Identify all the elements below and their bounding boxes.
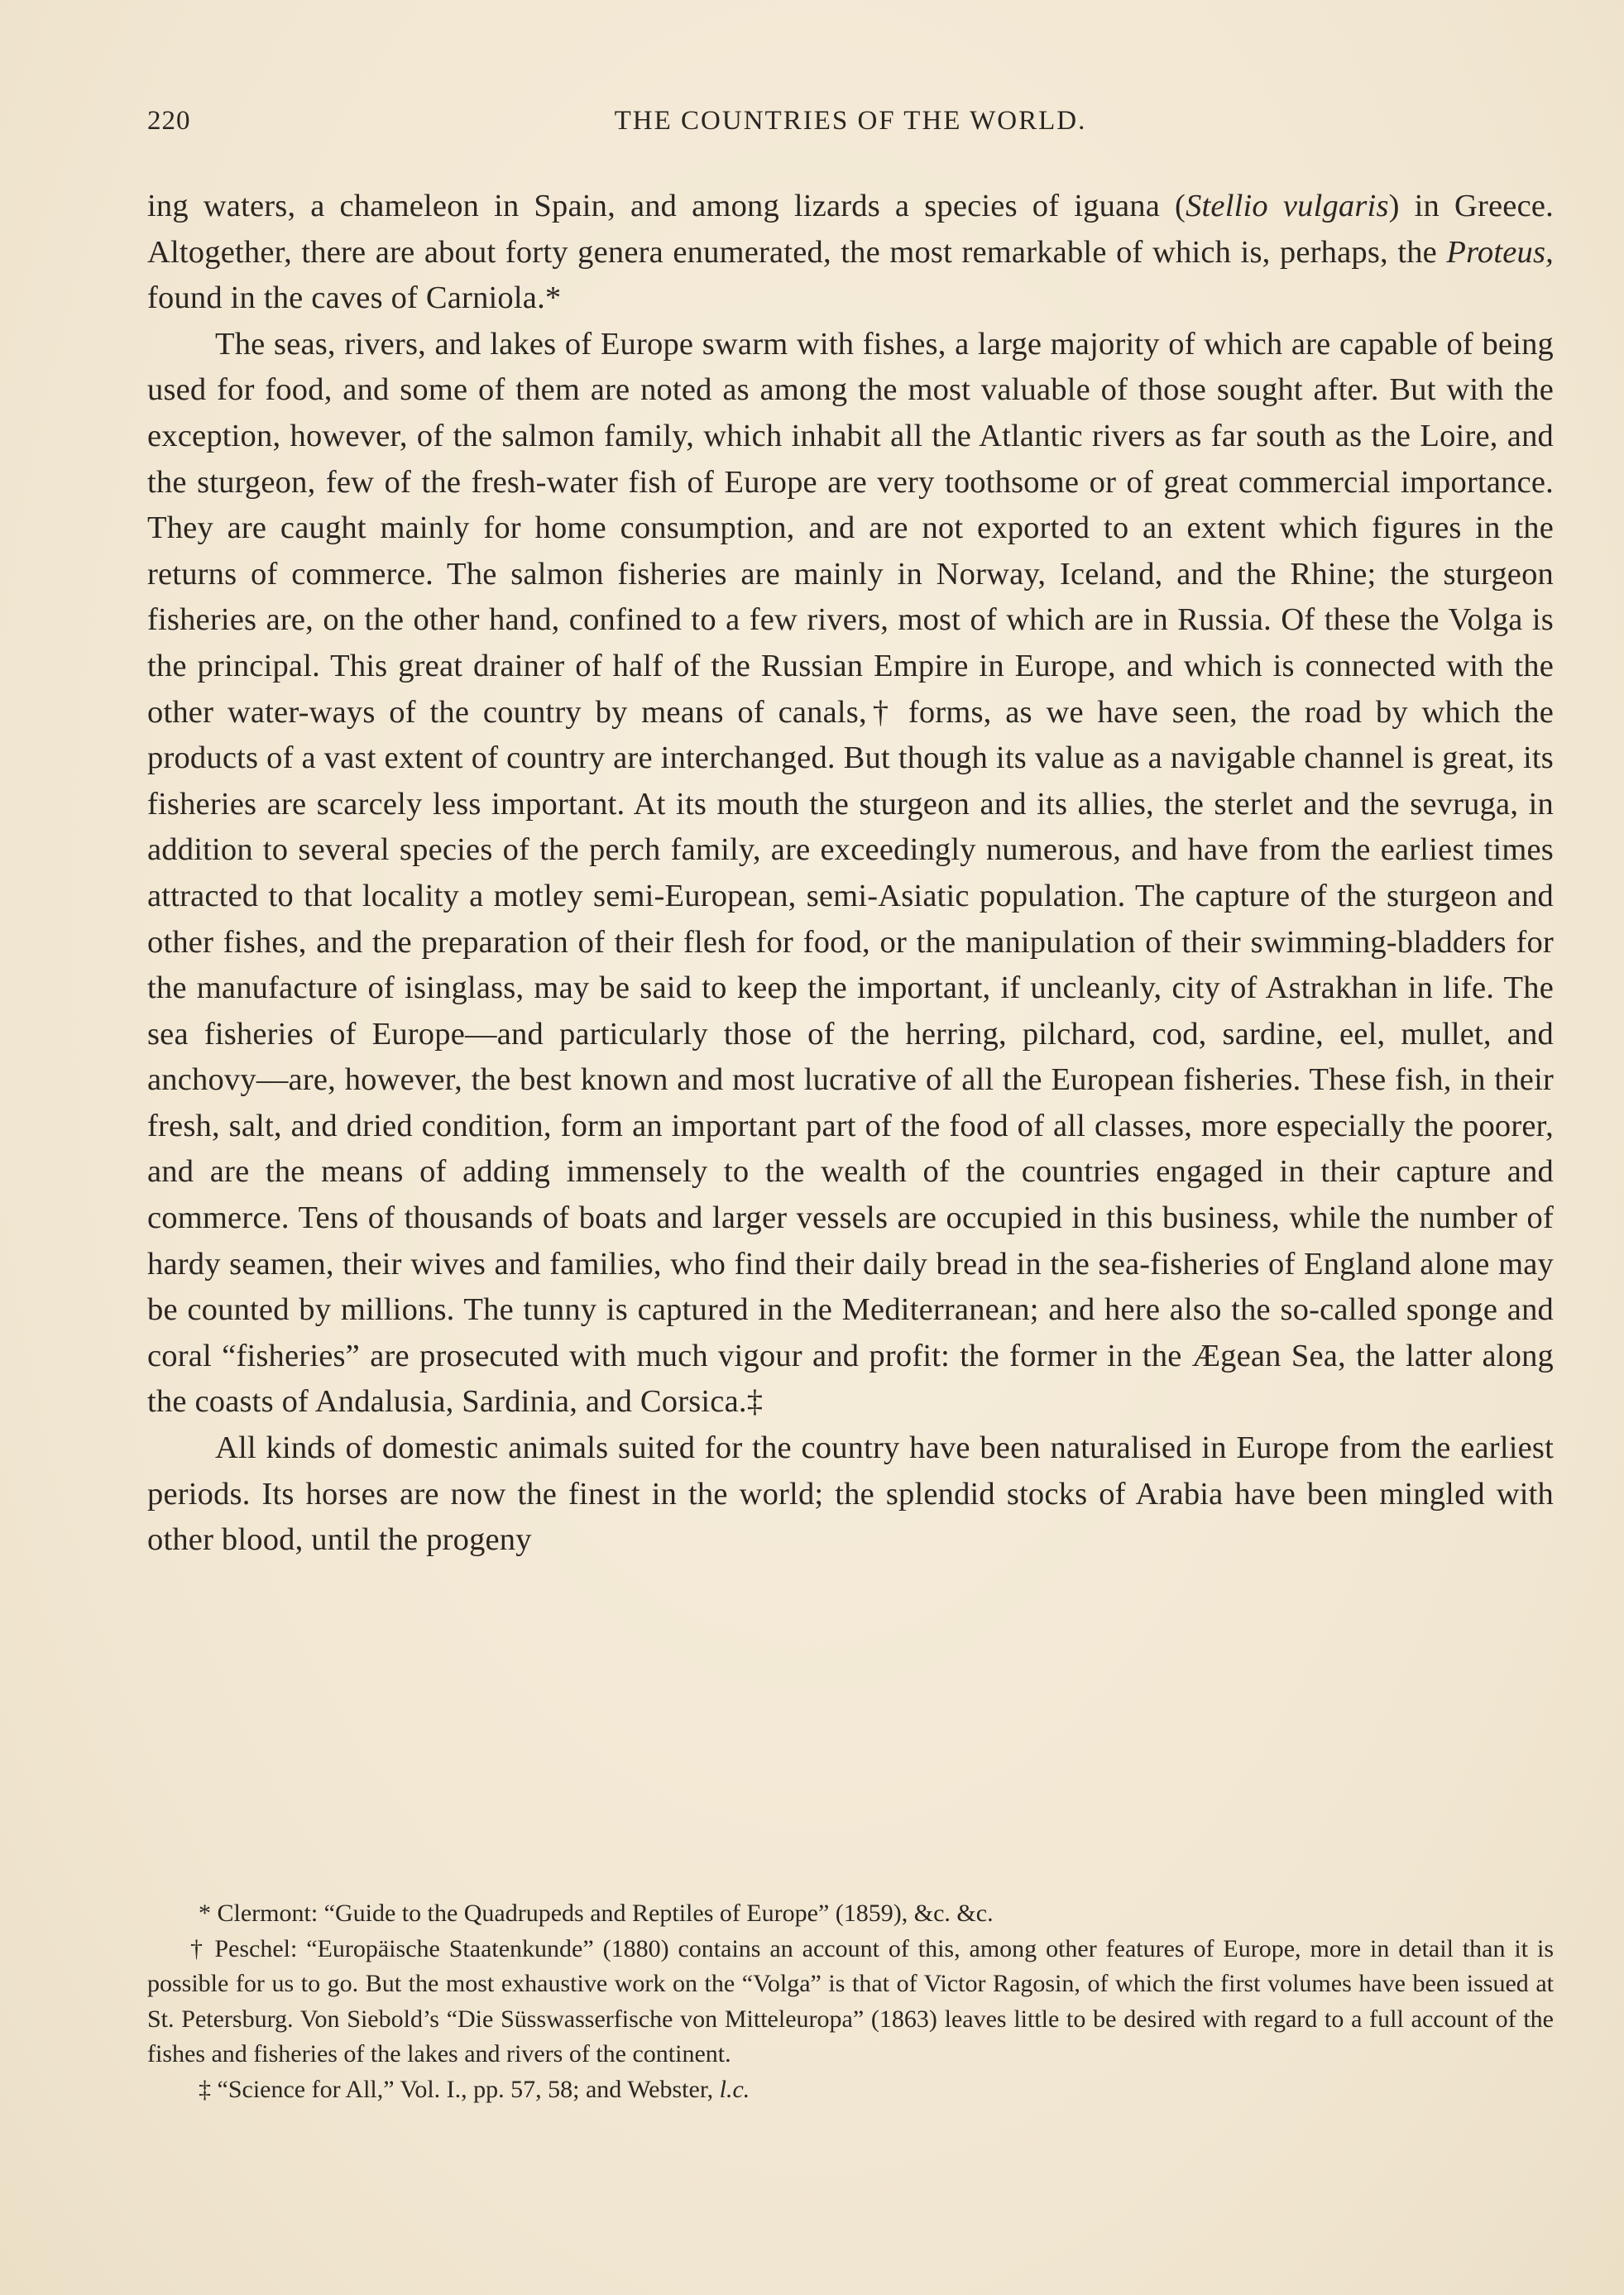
running-title: THE COUNTRIES OF THE WORLD. xyxy=(614,106,1087,136)
paragraph-3: All kinds of domestic animals suited for the country have been naturalised in Europe from the earliest periods. Its horses are now the finest in the world; the splendid stocks of Arabia have been mingled with other blood, until the progeny xyxy=(147,1430,1554,1558)
p1-italic-species: Stellio vulgaris xyxy=(1186,189,1389,223)
footnotes xyxy=(147,1896,1554,2108)
page-number: 220 xyxy=(147,106,191,136)
footnote-3 xyxy=(147,2072,1554,2108)
footnote-1: * Clermont: “Guide to the Quadrupeds and Reptiles of Europe” (1859), &c. &c. xyxy=(199,1900,994,1927)
page-header xyxy=(147,106,1554,147)
paragraph-2: The seas, rivers, and lakes of Europe swarm with fishes, a large majority of which are capable of being used for food, and some of them are noted as among the most valuable of those sought after. But with the exception, however, of the salmon family, which inhabit all the Atlantic rivers as far south as the Loire, and the sturgeon, few of the fresh-water fish of Europe are very toothsome or of great commercial importance. They are caught mainly for home consumption, and are not exported to an extent which figures in the returns of commerce. The salmon fisheries are mainly in Norway, Iceland, and the Rhine; the sturgeon fisheries are, on the other hand, confined to a few rivers, most of which are in Russia. Of these the Volga is the principal. This great drainer of half of the Russian Empire in Europe, and which is connected with the other water-ways of the country by means of canals,† forms, as we have seen, the road by which the products of a vast extent of country are interchanged. But though its value as a navigable channel is great, its fisheries are scarcely less important. At its mouth the sturgeon and its allies, the sterlet and the sevruga, in addition to several species of the perch family, are exceedingly numerous, and have from the earliest times attracted to that locality a motley semi-European, semi-Asiatic population. The capture of the sturgeon and other fishes, and the preparation of their flesh for food, or the manipulation of their swimming-bladders for the manufacture of isinglass, may be said to keep the important, if uncleanly, city of Astrakhan in life. The sea fisheries of Europe—and particularly those of the herring, pilchard, cod, sardine, eel, mullet, and anchovy—are, however, the best known and most lucrative of all the European fisheries. These fish, in their fresh, salt, and dried condition, form an important part of the food of all classes, more especially the poorer, and are the means of adding immensely to the wealth of the countries engaged in their capture and commerce. Tens of thousands of boats and larger vessels are occupied in this business, while the number of hardy seamen, their wives and families, who find their daily bread in the sea-fisheries of England alone may be counted by millions. The tunny is captured in the Mediterranean; and here also the so-called sponge and coral “fisheries” are prosecuted with much vigour and profit: the former in the Ægean Sea, the latter along the coasts of Andalusia, Sardinia, and Corsica.‡ xyxy=(147,326,1554,1420)
paragraph-1 xyxy=(147,184,1554,322)
p1-italic-proteus: Proteus, xyxy=(1446,234,1554,270)
footnote-3-italic: l.c. xyxy=(719,2075,750,2103)
footnote-2: † Peschel: “Europäische Staatenkunde” (1880) contains an account of this, among other features of Europe, more in detail than it is possible for us to go. But the most exhaustive work on the “Volga” is that of Victor Ragosin, of which the first volumes have been issued at St. Petersburg. Von Siebold’s “Die Süsswasserfische von Mitteleuropa” (1863) leaves little to be desired with regard to a full account of the fishes and fisheries of the lakes and rivers of the continent. xyxy=(147,1934,1554,2068)
p1-text-c: found in the caves of Carniola.* xyxy=(147,280,562,316)
footnote-3-text: ‡ “Science for All,” Vol. I., pp. 57, 58; and Webster, xyxy=(199,2075,720,2103)
body-text xyxy=(147,184,1554,1564)
p1-text-b: ) in Greece. Altogether, there are about forty genera enumerated, the most remarkable of which is, perhaps, the xyxy=(147,189,1554,270)
p1-text-a: ing waters, a chameleon in Spain, and among lizards a species of iguana ( xyxy=(147,189,1186,223)
